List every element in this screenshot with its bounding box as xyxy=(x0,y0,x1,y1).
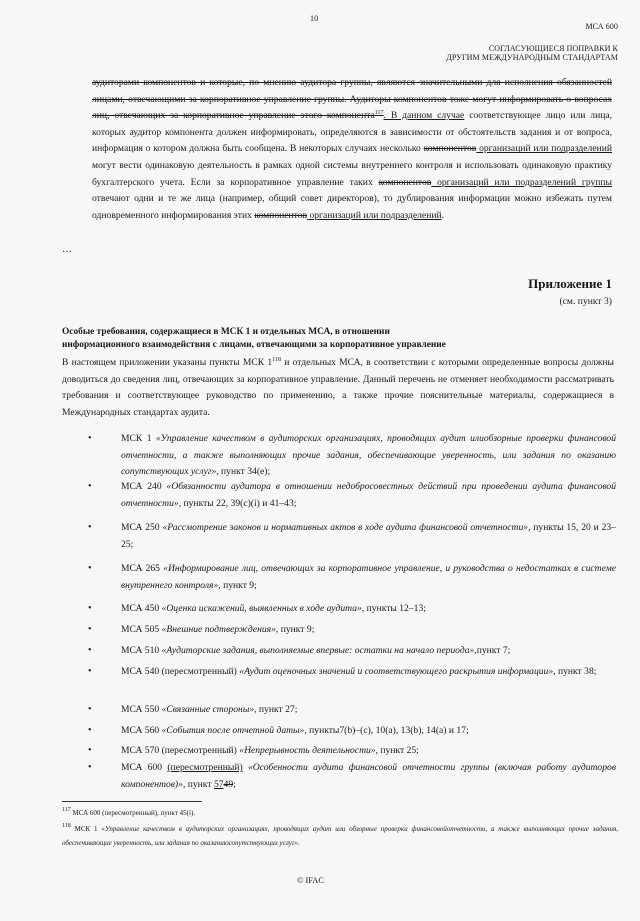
deleted-word: компонентов xyxy=(423,143,477,155)
appendix-reference: (см. пункт 3) xyxy=(559,296,612,307)
standard-code: МСК 1 xyxy=(121,433,156,444)
header-title-line2: ДРУГИМ МЕЖДУНАРОДНЫМ СТАНДАРТАМ xyxy=(446,53,618,62)
paragraph-reference: , пункты7(b)–(c), 10(a), 13(b), 14(a) и 17; xyxy=(304,725,469,736)
standard-title: «Непрерывность деятельности» xyxy=(239,745,376,756)
standard-title: «Рассмотрение законов и нормативных актов в ходе аудита финансовой отчетности» xyxy=(162,522,529,533)
deleted-word: 49 xyxy=(223,778,234,790)
standard-title: «Управление качеством в аудиторских организациях, проводящих аудит илиобзорные проверки финансовой отчетности, а также выполняющих прочие задания, обеспечивающие уверенность, или задания по оказанию сопутствующих услуг» xyxy=(121,433,616,478)
standard-title: «Внешние подтверждения» xyxy=(161,624,276,635)
standard-code: МСА 240 xyxy=(121,481,167,492)
intro-paragraph: аудиторами компонентов и которые, по мнению аудитора группы, являются значительными для исполнения обязанностей лицами, отвечающими за корпоративное управление группы. Аудиторы компонентов тоже могут информировать о вопросах лиц, отвечающих за корпоративное управление этого компонента$^{117}$. В данном случае соответствующее лицо или лица, которых аудитор компонента должен информировать, определяются в зависимости от обстоятельств задания и от вопроса, информация о котором должна быть сообщена. В некоторых случаях несколько компонентов организаций или подразделений могут вести одинаковую деятельность в рамках одной системы внутреннего контроля и использовать одинаковую практику бухгалтерского учета. Если за корпоративное управление таких компонентов организаций или подразделений группы отвечают одни и те же лица (например, общий совет директоров), то дублирования информации можно избежать путем одновременного информирования этих компонентов организаций или подразделений. xyxy=(92,77,613,221)
footnote-ref-117: 117 xyxy=(374,110,384,117)
inserted-words: организаций или подразделений группы xyxy=(431,176,613,188)
standard-title: «Информирование лиц, отвечающих за корпоративное управление, и руководства о недостатках в системе внутреннего контроля» xyxy=(121,563,616,591)
paragraph-reference: ,пункт 7; xyxy=(474,645,511,656)
document-page: 10 МСА 600 СОГЛАСУЮЩИЕСЯ ПОПРАВКИ К ДРУГИМ МЕЖДУНАРОДНЫМ СТАНДАРТАМ аудиторами компонентов и которые, по мнению аудитора группы, являются значительными для исполнения обязанностей лицами, отвечающими за корпоративное управление группы. Аудиторы компонентов тоже могут информировать о вопросах лиц, отвечающих за корпоративное управление этого компонента$^{117}$. В данном случае соответствующее лицо или лица, которых аудитор компонента должен информировать, определяются в зависимости от обстоятельств задания и от вопроса, информация о котором должна быть сообщена. В некоторых случаях несколько компонентов организаций или подразделений могут вести одинаковую деятельность в рамках одной системы внутреннего контроля и использовать одинаковую практику бухгалтерского учета. Если за корпоративное управление таких компонентов организаций или подразделений группы отвечают одни и те же лица (например, общий совет директоров), то дублирования информации можно избежать путем одновременного информирования этих компонентов организаций или подразделений. … Приложение 1 (см. пункт 3) Особые требования, содержащиеся в МСК 1 и отдельных МСА, в отношении информационного взаимодействия с лицами, отвечающими за корпоративное управление В настоящем приложении указаны пункты МСК $1^{118}$ и отдельных МСА, в соответствии с которыми определенные вопросы должны доводиться до сведения лиц, отвечающих за корпоративное управление. Данный перечень не отменяет необходимости рассматривать требования и соответствующее руководство по применению, а также прочие пояснительные материалы, содержащиеся в Международных стандартах аудита. • МСК 1 «Управление качеством в аудиторских организациях, проводящих аудит илиобзорные проверки финансовой отчетности, а также выполняющих прочие задания, обеспечивающие уверенность, или задания по оказанию сопутствующих услуг», пункт 34(e); • МСА 240 «Обязанности аудитора в отношении недобросовестных действий при проведении аудита финансовой отчетности», пункты 22, 39(c)(i) и 41–43; • МСА 250 «Рассмотрение законов и нормативных актов в ходе аудита финансовой отчетности», пункты 15, 20 и 23–25; • МСА 265 «Информирование лиц, отвечающих за корпоративное управление, и руководства о недостатках в системе внутреннего контроля», пункт 9; • МСА 450 «Оценка искажений, выявленных в ходе аудита», пункты 12–13; • МСА 505 «Внешние подтверждения», пункт 9; • МСА 510 «Аудиторские задания, выполняемые впервые: остатки на начало периода»,пункт 7; • МСА 540 (пересмотренный) «Аудит оценочных значений и соответствующего раскрытия информации», пункт 38; • МСА 550 «Связанные стороны», пункт 27; • МСА 560 «События после отчетной даты», пункты7(b)–(c), 10(a), 13(b), 14(a) и 17; • МСА 570 (пересмотренный) «Непрерывность деятельности», пункт 25; • МСА 600 (пересмотренный) «Особенности аудита финансовой отчетности группы (включая работу аудиторов компонентов)», пункт 5749; $^{117}$ МСА 600 (пересмотренный), пункт 45(i). $^{118}$ МСК 1 «Управление качеством в аудиторских организациях, проводящих аудит или обзорные проверки финансовойотчетности, а также выполняющих прочие задания, обеспечивающие уверенность, или задания по оказаниюсопутствующих услуг». © IFAC xyxy=(0,0,640,921)
paragraph-reference: , пункт 27; xyxy=(254,704,298,715)
footnote-ref-118: 118 xyxy=(272,357,281,363)
standard-code: МСА 250 xyxy=(121,522,163,533)
intro-deleted-text: аудиторами компонентов и которые, по мнению аудитора группы, являются значительными для исполнения обязанностей лицами, отвечающими за корпоративное управление группы. Аудиторы компонентов тоже могут информировать о вопросах лиц, отвечающих за корпоративное управление этого компонента$^{117}$ xyxy=(92,77,612,122)
header-title xyxy=(446,44,618,62)
standard-title: «Аудиторские задания, выполняемые впервые: остатки на начало периода» xyxy=(161,645,475,656)
footnote-118: $^{118}$ МСК 1 «Управление качеством в аудиторских организациях, проводящих аудит или обзорные проверки финансовойотчетности, а также выполняющих прочие задания, обеспечивающие уверенность, или задания по оказаниюсопутствующих услуг». xyxy=(62,823,618,847)
standard-code: МСА 450 xyxy=(121,603,162,614)
footnote-117: $^{117}$ МСА 600 (пересмотренный), пункт 45(i). xyxy=(62,807,196,817)
paragraph-reference: , пункт 25; xyxy=(375,745,419,756)
standard-title: «Обязанности аудитора в отношении недобросовестных действий при проведении аудита финансовой отчетности» xyxy=(121,481,616,509)
standard-title: «Оценка искажений, выявленных в ходе аудита» xyxy=(161,603,362,614)
footer-copyright: © IFAC xyxy=(297,876,324,885)
footnote-divider xyxy=(62,801,202,802)
standard-code: МСА 570 (пересмотренный) xyxy=(121,745,240,756)
inserted-words: (пересмотренный) xyxy=(167,762,243,773)
deleted-word: компонентов xyxy=(254,209,308,221)
intro-inserted-text: . В данном случае xyxy=(383,110,465,122)
appendix-title: Приложение 1 xyxy=(528,276,612,291)
standard-code: МСА 550 xyxy=(121,704,162,715)
standard-code: МСА 560 xyxy=(121,725,162,736)
ellipsis: … xyxy=(62,244,72,255)
standard-code: МСА 510 xyxy=(121,645,162,656)
paragraph-reference: , пункты 12–13; xyxy=(361,603,426,614)
section-heading: Особые требования, содержащиеся в МСК 1 и отдельных МСА, в отношении информационного взаимодействия с лицами, отвечающими за корпоративное управление xyxy=(62,327,446,350)
paragraph-reference: , пункты 15, 20 и 23–25; xyxy=(121,522,616,550)
header-title-line1: СОГЛАСУЮЩИЕСЯ ПОПРАВКИ К xyxy=(488,44,618,53)
paragraph-reference: , пункт 34(e); xyxy=(216,466,271,478)
standard-title: «Связанные стороны» xyxy=(161,704,255,715)
inserted-words: 57 xyxy=(213,778,224,790)
paragraph-reference: , пункты 22, 39(c)(i) и 41–43; xyxy=(178,497,297,509)
deleted-word: компонентов xyxy=(378,176,432,188)
standard-code: МСА 600 xyxy=(585,22,618,31)
inserted-words: организаций или подразделений xyxy=(307,209,442,221)
paragraph-reference: , пункт 38; xyxy=(553,666,597,677)
inserted-words: организаций или подразделений xyxy=(476,143,612,155)
page-number: 10 xyxy=(310,14,319,23)
paragraph-reference: , пункт 9; xyxy=(275,624,315,635)
standard-code: МСА 265 xyxy=(121,563,164,574)
paragraph-reference: , пункт 9; xyxy=(218,579,257,591)
standard-code: МСА 505 xyxy=(121,624,162,635)
standard-code: МСА 540 (пересмотренный) xyxy=(121,666,240,677)
section-paragraph: В настоящем приложении указаны пункты МСК $1^{118}$ и отдельных МСА, в соответствии с которыми определенные вопросы должны доводиться до сведения лиц, отвечающих за корпоративное управление. Данный перечень не отменяет необходимости рассматривать требования и соответствующее руководство по применению, а также прочие пояснительные материалы, содержащиеся в Международных стандартах аудита. xyxy=(62,357,614,418)
standard-title: «События после отчетной даты» xyxy=(161,725,305,736)
standard-title: «Аудит оценочных значений и соответствующего раскрытия информации» xyxy=(239,666,554,677)
